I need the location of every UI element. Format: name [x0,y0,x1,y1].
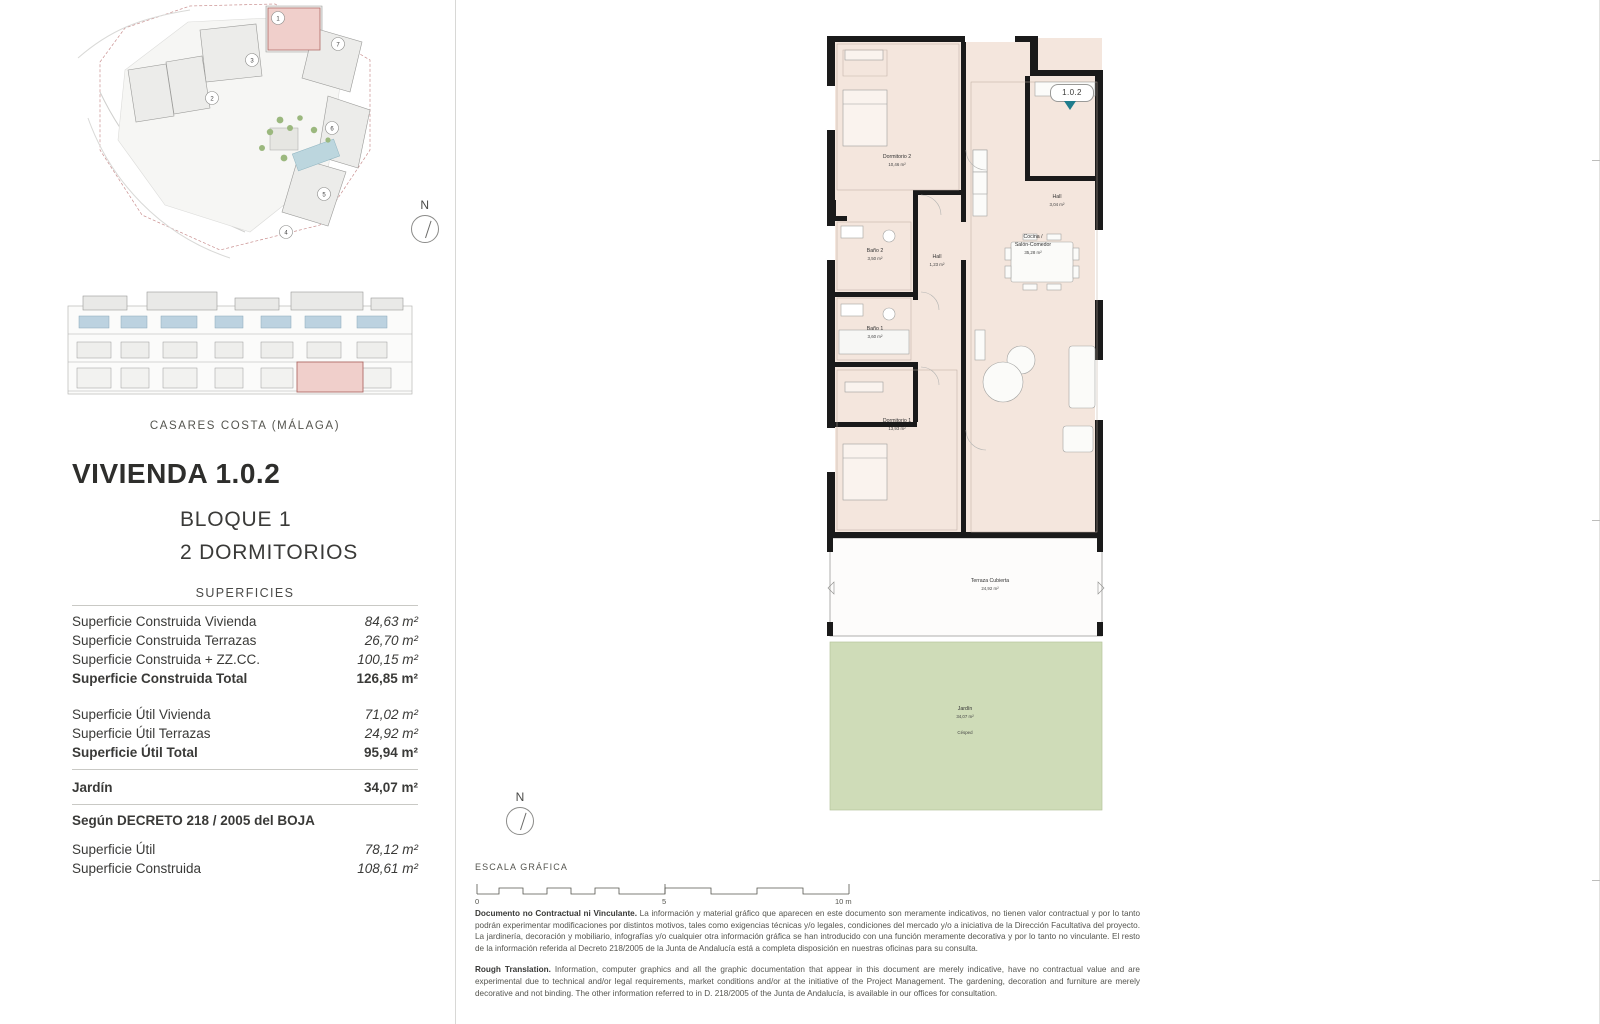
surfaces-header: SUPERFICIES [72,586,418,606]
page-edge-tick [1592,160,1600,161]
row-label: Jardín [72,780,113,795]
svg-text:Baño 2: Baño 2 [866,248,884,254]
decreto-text: Según DECRETO 218 / 2005 del BOJA [72,813,315,828]
row-value: 95,94 m² [363,745,418,760]
svg-text:7: 7 [336,42,340,49]
row-value: 24,92 m² [364,726,418,741]
location-caption: CASARES COSTA (MÁLAGA) [149,420,341,432]
svg-text:3: 3 [250,58,254,65]
svg-text:5: 5 [662,897,667,904]
divider [72,769,418,770]
compass-north-label: N [515,790,525,804]
svg-text:5: 5 [322,192,326,199]
left-info-column [60,0,430,1024]
svg-text:Césped: Césped [957,730,973,735]
svg-text:10 m: 10 m [835,897,852,904]
legal-spanish-bold: Documento no Contractual ni Vinculante. [475,909,638,918]
svg-text:24,92 m²: 24,92 m² [981,586,999,591]
svg-text:3,50 m²: 3,50 m² [867,256,883,261]
table-row [72,669,418,688]
row-value: 78,12 m² [364,842,418,857]
graphic-scale [475,880,855,904]
svg-text:Dormitorio 1: Dormitorio 1 [882,418,912,424]
svg-text:1,23 m²: 1,23 m² [929,262,945,267]
svg-text:10,46 m²: 10,46 m² [888,162,906,167]
right-plan-column [470,0,1600,1024]
legal-english-bold: Rough Translation. [475,965,551,975]
row-value: 126,85 m² [356,671,418,686]
divider [72,804,418,805]
row-value: 34,07 m² [363,780,418,795]
svg-text:35,28 m²: 35,28 m² [1024,250,1042,255]
row-label: Superficie Construida Vivienda [72,614,257,629]
svg-text:Baño 1: Baño 1 [866,326,884,332]
table-row [72,743,418,762]
compass-north-label: N [420,198,430,212]
svg-text:3,60 m²: 3,60 m² [867,334,883,339]
table-row [72,650,418,669]
row-value: 26,70 m² [364,633,418,648]
legal-english [475,964,1140,999]
row-label: Superficie Útil [72,842,156,857]
legal-spanish-text: La información y material gráfico que aparecen en este documento son meramente indicativos, no tienen valor contractual y por lo tanto podrán experimentar modificaciones por distintos motivos, tales como exigencias técnicas y/o legales, condiciones del mercado y/o a iniciativa de la Dirección Facultativa del proyecto. La jardinería, decoración y mobiliario, infografías y/o cualquier otra información gráfica se han introducido con una función meramente decorativa y por lo tanto no vinculante. El resto de la información referida al Decreto 218/2005 de la Junta de Andalucía está a completa disposición en nuestras oficinas para su consulta. [475,909,1140,953]
svg-text:Jardín: Jardín [957,706,973,712]
column-divider [455,0,456,1024]
row-value: 71,02 m² [364,707,418,722]
compass-dial [411,215,439,243]
row-value: 108,61 m² [357,861,418,876]
block-label: BLOQUE 1 [180,508,292,531]
row-label: Superficie Útil Vivienda [72,707,211,722]
svg-text:Hall: Hall [932,254,942,260]
legal-disclaimer [475,908,1140,1009]
svg-text:Terraza Cubierta: Terraza Cubierta [970,578,1010,584]
legal-english-text: Information, computer graphics and all the graphic documentation that appear in this document are merely indicative, have no contractual value and are experimental due to technical and/or legal requirements, market conditions and/or at the initiative of the Project Management. The gardening, decoration and furniture are merely decorative and not binding. The other information referred to in D. 218/2005 of the Junta de Andalucía, is available in our offices for consultation. [475,965,1140,998]
row-label: Superficie Construida [72,861,202,876]
unit-tag-pointer-icon [1064,101,1076,110]
bedrooms-label: 2 DORMITORIOS [180,541,359,564]
row-value: 100,15 m² [357,652,418,667]
svg-text:4: 4 [284,230,288,237]
unit-tag: 1.0.2 [1050,84,1094,102]
svg-text:Cocina /: Cocina / [1023,234,1043,240]
svg-text:6: 6 [330,126,334,133]
floor-plan [825,30,1115,820]
table-row [72,840,418,859]
table-row [72,724,418,743]
row-label: Superficie Construida Total [72,671,248,686]
svg-text:Dormitorio 2: Dormitorio 2 [882,154,912,160]
table-row [72,859,418,878]
page-edge-tick [1592,520,1600,521]
table-row [72,778,418,797]
table-row [72,705,418,724]
svg-text:2: 2 [210,96,214,103]
svg-text:Salón-Comedor: Salón-Comedor [1014,242,1052,248]
svg-text:3,04 m²: 3,04 m² [1049,202,1065,207]
compass-north-plan [490,790,550,850]
svg-text:Hall: Hall [1052,194,1062,200]
svg-text:0: 0 [475,897,480,904]
site-plan [70,0,380,275]
row-label: Superficie Útil Terrazas [72,726,211,741]
legal-spanish [475,908,1140,954]
table-row [72,631,418,650]
decreto-label [72,813,418,828]
row-label: Superficie Útil Total [72,745,198,760]
building-elevation [65,288,415,408]
svg-text:34,07 m²: 34,07 m² [956,714,974,719]
row-label: Superficie Construida + ZZ.CC. [72,652,260,667]
scale-title: ESCALA GRÁFICA [475,862,568,872]
svg-text:1: 1 [276,16,280,23]
svg-text:13,93 m²: 13,93 m² [888,426,906,431]
page-title: VIVIENDA 1.0.2 [72,458,281,489]
compass-dial [506,807,534,835]
surfaces-table-useful [72,705,418,878]
row-label: Superficie Construida Terrazas [72,633,257,648]
compass-north-site [395,198,455,258]
page-edge-tick [1592,880,1600,881]
table-row [72,612,418,631]
surfaces-table-constructed [72,612,418,688]
row-value: 84,63 m² [364,614,418,629]
